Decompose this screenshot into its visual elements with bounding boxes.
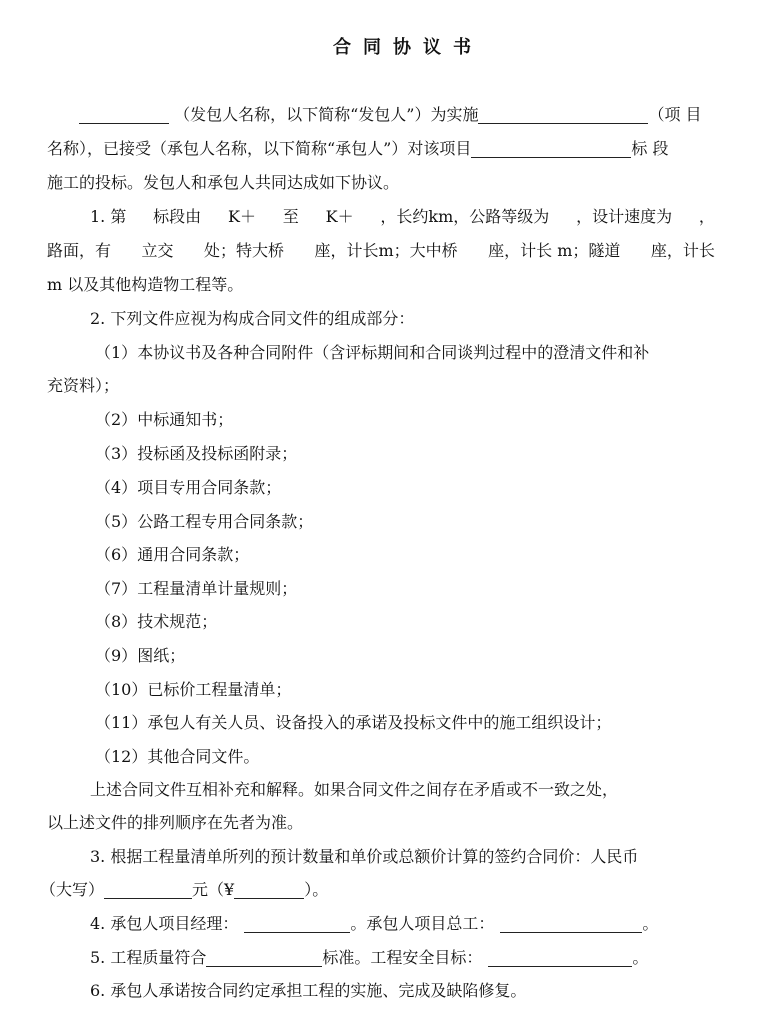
- clause-text: ，: [698, 207, 715, 226]
- clause-1-line-2: [47, 234, 715, 268]
- period: 。: [632, 948, 649, 967]
- list-number: （3）: [95, 444, 138, 463]
- clause-text: 处；特大桥: [204, 241, 285, 260]
- list-item-2: [95, 403, 715, 437]
- section-blank[interactable]: [471, 137, 631, 158]
- list-number: （2）: [95, 410, 138, 429]
- list-item-12: [95, 740, 715, 774]
- list-text: 通用合同条款；: [137, 545, 250, 564]
- chief-engineer-blank[interactable]: [500, 912, 642, 933]
- clause-text: 至: [282, 207, 299, 226]
- quality-standard-blank[interactable]: [206, 946, 322, 967]
- list-item-10: [95, 673, 715, 707]
- safety-target-blank[interactable]: [488, 946, 632, 967]
- close-paren: ）。: [304, 880, 329, 899]
- precedence-line-1: 上述合同文件互相补充和解释。如果合同文件之间存在矛盾或不一致之处，: [90, 780, 619, 799]
- list-number: （10）: [95, 680, 148, 699]
- list-item-8: [95, 605, 715, 639]
- clause-4-line: [90, 907, 715, 941]
- list-number: （1）: [95, 343, 138, 362]
- contract-price-label: （大写）: [40, 880, 105, 899]
- employer-name-blank[interactable]: [79, 103, 169, 124]
- list-item-7: [95, 572, 715, 606]
- list-text: 图纸；: [137, 646, 186, 665]
- clause-text: K＋: [228, 207, 256, 226]
- clause-text: 1. 第: [90, 207, 127, 226]
- list-number: （5）: [95, 512, 138, 531]
- list-number: （4）: [95, 478, 138, 497]
- list-text: 中标通知书；: [137, 410, 234, 429]
- clause-2-heading: 2. 下列文件应视为构成合同文件的组成部分：: [90, 309, 415, 328]
- intro-text: 名称），已接受（承包人名称，以下简称“承包人”）对该项目: [47, 139, 472, 158]
- clause-1-line-3: m 以及其他构造物工程等。: [47, 275, 244, 294]
- list-text: 技术规范；: [137, 612, 218, 631]
- clause-text: 立交: [141, 241, 174, 260]
- clause-text: 路面，有: [47, 241, 112, 260]
- list-number: （7）: [95, 579, 138, 598]
- clause-text: 座，计长 m；隧道: [488, 241, 621, 260]
- intro-text: （项 目: [648, 105, 702, 124]
- project-manager-blank[interactable]: [244, 912, 350, 933]
- list-number: （6）: [95, 545, 138, 564]
- clause-3-line-2: [40, 873, 708, 907]
- project-manager-label: 4. 承包人项目经理：: [90, 914, 239, 933]
- list-number: （8）: [95, 612, 138, 631]
- clause-text: 标段由: [153, 207, 202, 226]
- list-item-9: [95, 639, 715, 673]
- list-text: 已标价工程量清单；: [147, 680, 292, 699]
- chief-engineer-label: 。承包人项目总工：: [350, 914, 495, 933]
- list-text: 工程量清单计量规则；: [137, 579, 298, 598]
- list-text: 项目专用合同条款；: [137, 478, 282, 497]
- list-item-1-continuation: 充资料）；: [47, 376, 120, 395]
- safety-target-label: 标准。工程安全目标：: [322, 948, 483, 967]
- precedence-line-2: 以上述文件的排列顺序在先者为准。: [47, 813, 304, 832]
- clause-text: 座，计长m；大中桥: [314, 241, 458, 260]
- list-item-5: [95, 505, 715, 539]
- list-text: 本协议书及各种合同附件（含评标期间和合同谈判过程中的澄清文件和补: [137, 343, 650, 362]
- clause-5-line: [90, 941, 715, 975]
- list-number: （12）: [95, 747, 148, 766]
- quality-standard-label: 5. 工程质量符合: [90, 948, 207, 967]
- clause-3-line-1: 3. 根据工程量清单所列的预计数量和单价或总额价计算的签约合同价：人民币: [90, 847, 639, 866]
- clause-6-line: 6. 承包人承诺按合同约定承担工程的实施、完成及缺陷修复。: [90, 981, 527, 1000]
- clause-text: ，长约km，公路等级为: [380, 207, 550, 226]
- yuan-label: 元（¥: [192, 880, 235, 899]
- clause-text: ，设计速度为: [576, 207, 673, 226]
- list-number: （9）: [95, 646, 138, 665]
- list-text: 其他合同文件。: [147, 747, 260, 766]
- list-text: 公路工程专用合同条款；: [137, 512, 314, 531]
- intro-line-1: [47, 98, 715, 132]
- price-in-figures-blank[interactable]: [234, 878, 304, 899]
- list-text: 投标函及投标函附录；: [137, 444, 298, 463]
- period: 。: [642, 914, 659, 933]
- clause-1-line-1: [90, 200, 715, 234]
- clause-text: 座，计长: [650, 241, 715, 260]
- list-item-6: [95, 538, 715, 572]
- list-text: 承包人有关人员、设备投入的承诺及投标文件中的施工组织设计；: [147, 713, 612, 732]
- intro-text: 标 段: [631, 139, 669, 158]
- project-name-blank[interactable]: [478, 103, 648, 124]
- list-item-1: [95, 336, 715, 370]
- intro-line-2: [47, 132, 715, 166]
- list-item-3: [95, 437, 715, 471]
- document-title: 合同协议书: [333, 37, 483, 58]
- list-number: （11）: [95, 713, 148, 732]
- list-item-4: [95, 471, 715, 505]
- list-item-11: [95, 706, 715, 740]
- intro-line-3: 施工的投标。发包人和承包人共同达成如下协议。: [47, 173, 400, 192]
- clause-text: K＋: [325, 207, 354, 226]
- intro-text: （发包人名称，以下简称“发包人”）为实施: [174, 105, 479, 124]
- price-in-words-blank[interactable]: [104, 878, 192, 899]
